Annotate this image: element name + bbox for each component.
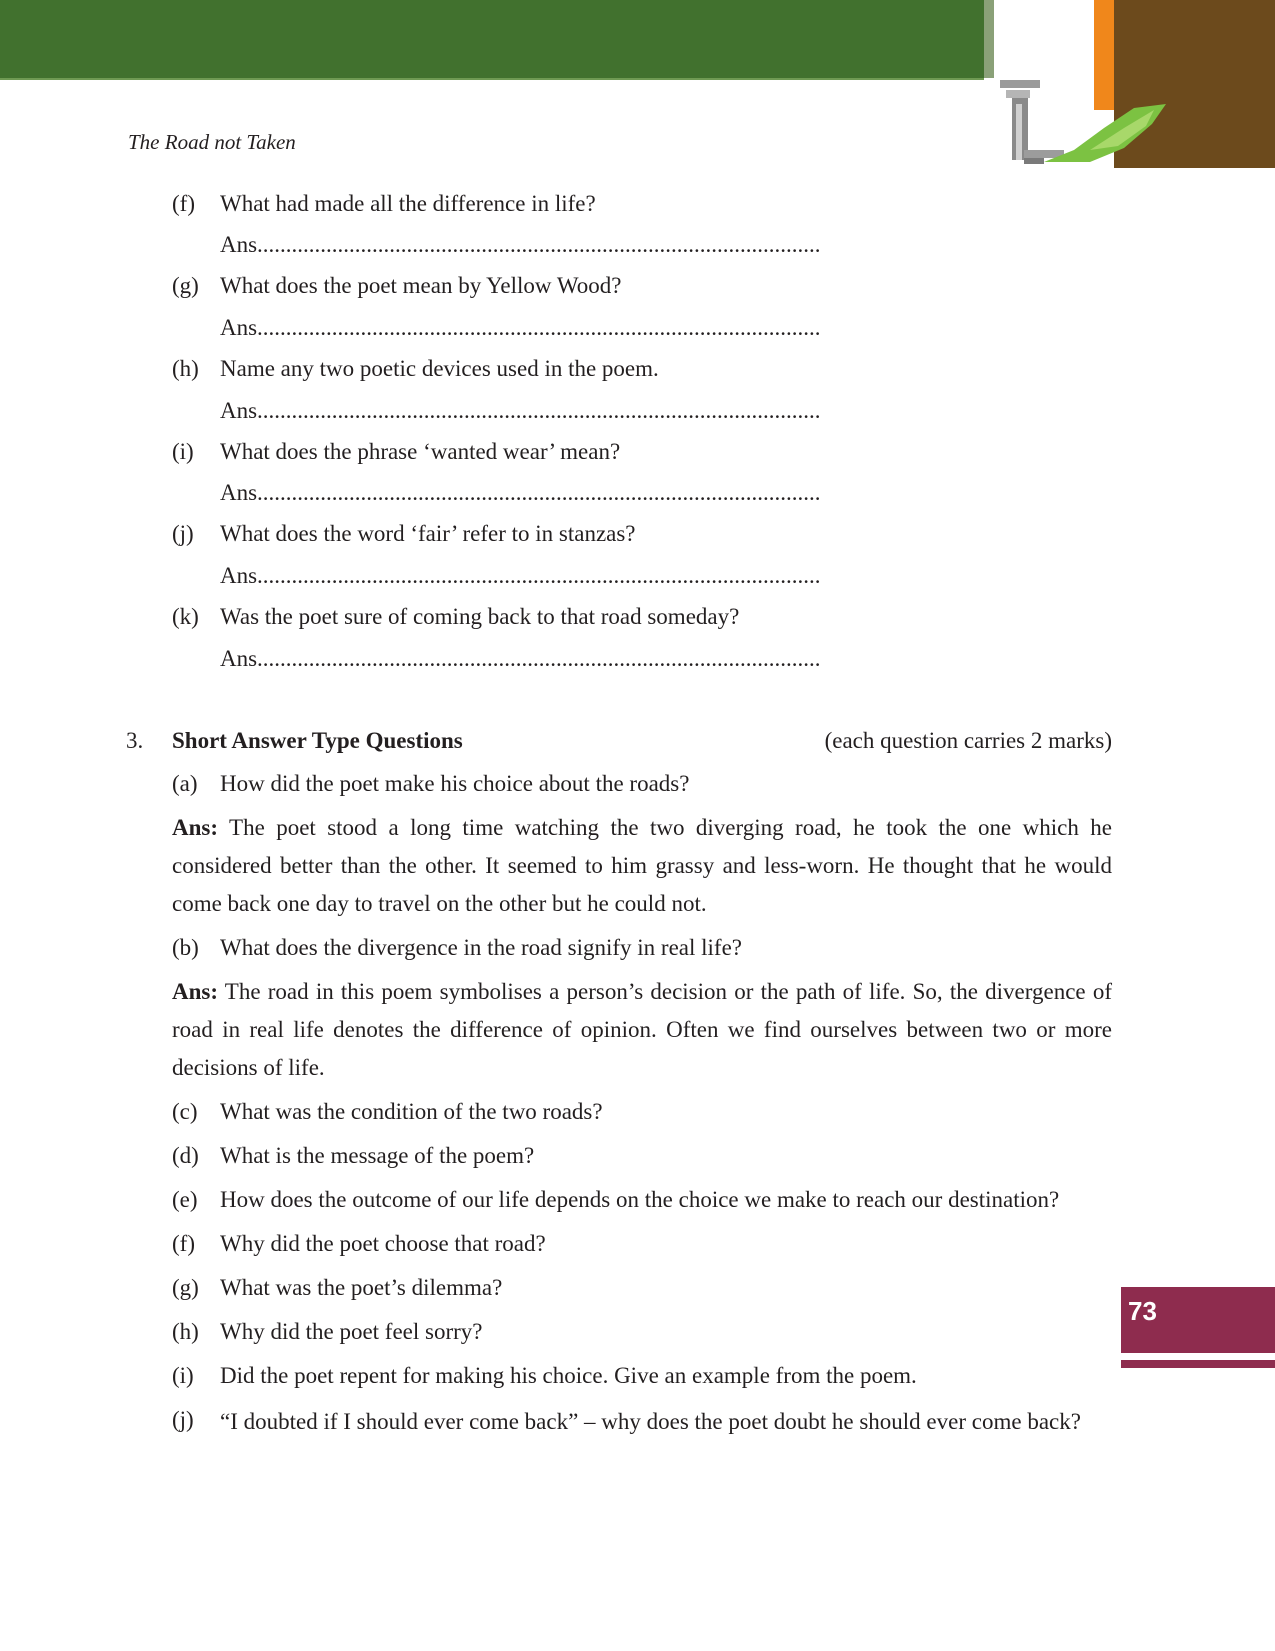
answer-prefix: Ans: [172, 979, 219, 1004]
question-label: (h) [172, 356, 199, 381]
question-text: Was the poet sure of coming back to that road someday? [220, 604, 740, 629]
question-label: (a) [172, 771, 198, 796]
question-label: (g) [172, 273, 199, 298]
question-label: (j) [172, 521, 194, 546]
question-label: (f) [172, 191, 195, 216]
question-label: (i) [172, 1363, 194, 1388]
question-text: What was the condition of the two roads? [220, 1099, 603, 1124]
question-text: What had made all the difference in life? [220, 191, 596, 216]
answer-prefix: Ans: [172, 815, 219, 840]
question-text: “I doubted if I should ever come back” – why does the poet doubt he should ever come back? [220, 1409, 1081, 1434]
answer-paragraph [172, 973, 1112, 1087]
question-text: What was the poet’s dilemma? [220, 1275, 503, 1300]
answer-line: Ans.................................................................................................. [220, 563, 821, 588]
question-label: (d) [172, 1143, 199, 1168]
question-text: What does the poet mean by Yellow Wood? [220, 273, 622, 298]
answer-line: Ans.................................................................................................. [220, 480, 821, 505]
question-label: (h) [172, 1319, 199, 1344]
header-band-edge [0, 78, 984, 80]
answer-line: Ans.................................................................................................. [220, 646, 821, 671]
question-label: (j) [172, 1407, 194, 1432]
running-title: The Road not Taken [128, 130, 296, 154]
question-text: Name any two poetic devices used in the poem. [220, 356, 659, 381]
question-label: (f) [172, 1231, 195, 1256]
question-text: What does the word ‘fair’ refer to in stanzas? [220, 521, 636, 546]
question-text: What does the divergence in the road signify in real life? [220, 935, 742, 960]
question-text: Did the poet repent for making his choice. Give an example from the poem. [220, 1363, 917, 1388]
question-text: What does the phrase ‘wanted wear’ mean? [220, 439, 621, 464]
plant-logo-icon [994, 0, 1275, 180]
header-band [0, 0, 984, 78]
question-label: (e) [172, 1187, 198, 1212]
page-number: 73 [1128, 1296, 1157, 1326]
question-label: (k) [172, 604, 199, 629]
answer-line: Ans.................................................................................................. [220, 315, 821, 340]
question-text: How did the poet make his choice about the roads? [220, 771, 690, 796]
question-text: How does the outcome of our life depends on the choice we make to reach our destination? [220, 1187, 1060, 1212]
question-label: (c) [172, 1099, 198, 1124]
section-number: 3. [126, 728, 144, 753]
answer-text: The road in this poem symbolises a person’s decision or the path of life. So, the divergence of road in real life denotes the difference of opinion. Often we find ourselves between two or more decisions of life. [172, 979, 1112, 1080]
answer-line: Ans.................................................................................................. [220, 232, 821, 257]
question-text: What is the message of the poem? [220, 1143, 535, 1168]
page-number-underline [1121, 1360, 1275, 1368]
question-label: (g) [172, 1275, 199, 1300]
section-title: Short Answer Type Questions [172, 728, 463, 753]
answer-text: The poet stood a long time watching the two diverging road, he took the one which he considered better than the other. It seemed to him grassy and less-worn. He thought that he would come back one day to travel on the other but he could not. [172, 815, 1112, 916]
question-text: Why did the poet choose that road? [220, 1231, 546, 1256]
question-label: (i) [172, 439, 194, 464]
header-strip [984, 0, 994, 78]
answer-line: Ans.................................................................................................. [220, 398, 821, 423]
question-text: Why did the poet feel sorry? [220, 1319, 483, 1344]
question-label: (b) [172, 935, 199, 960]
section-marks: (each question carries 2 marks) [824, 728, 1112, 753]
answer-paragraph [172, 809, 1112, 923]
